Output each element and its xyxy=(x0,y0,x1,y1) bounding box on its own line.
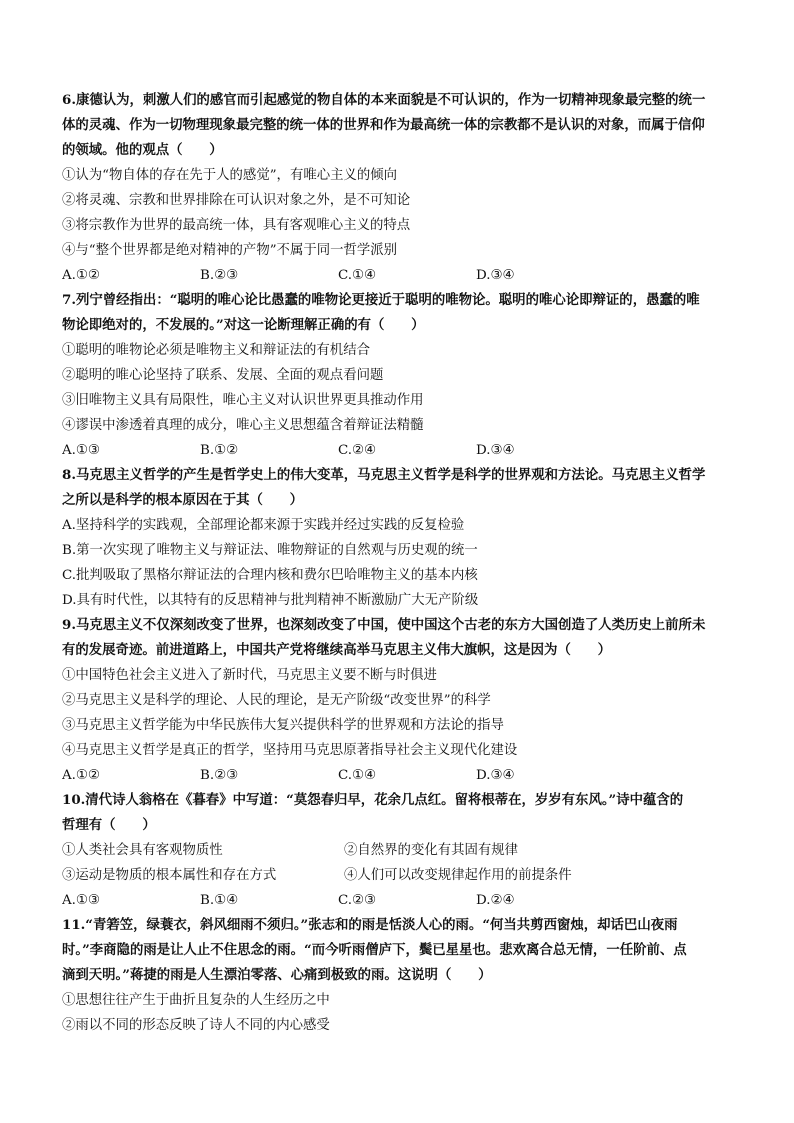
question-10 xyxy=(62,788,738,913)
statement-item: ②雨以不同的形态反映了诗人不同的内心感受 xyxy=(62,1018,330,1033)
option-b[interactable]: B.②③ xyxy=(200,268,239,283)
option-b[interactable]: B.①④ xyxy=(200,893,239,908)
statement-item: ④人们可以改变规律起作用的前提条件 xyxy=(344,868,572,883)
option-c[interactable]: C.①④ xyxy=(338,268,377,283)
question-stem-line: 物论即绝对的，不发展的。”对这一论断理解正确的有（ ） xyxy=(62,317,425,333)
question-8 xyxy=(62,463,738,613)
statement-item: ④与“整个世界都是绝对精神的产物”不属于同一哲学派别 xyxy=(62,243,398,258)
statement-item: ④谬误中渗透着真理的成分，唯心主义思想蕴含着辩证法精髓 xyxy=(62,418,424,433)
statement-item: ①聪明的唯物论必须是唯物主义和辩证法的有机结合 xyxy=(62,343,370,358)
question-stem-line: 8.马克思主义哲学的产生是哲学史上的伟大变革，马克思主义哲学是科学的世界观和方法论。马克思主义哲学 xyxy=(62,467,706,483)
option-a[interactable]: A.①③ xyxy=(62,443,100,458)
option-d[interactable]: D.③④ xyxy=(476,443,515,458)
option-b[interactable]: B.第一次实现了唯物主义与辩证法、唯物辩证的自然观与历史观的统一 xyxy=(62,543,478,558)
question-11 xyxy=(62,913,738,1038)
statement-item: ③旧唯物主义具有局限性，唯心主义对认识世界更具推动作用 xyxy=(62,393,424,408)
option-d[interactable]: D.具有时代性，以其特有的反思精神与批判精神不断激励广大无产阶级 xyxy=(62,593,479,608)
statement-row xyxy=(62,838,738,863)
question-stem-line: 时。”李商隐的雨是让人止不住思念的雨。“而今听雨僧庐下，鬓已星星也。悲欢离合总无情，一任阶前、点 xyxy=(62,942,687,958)
question-stem-line: 有的发展奇迹。前进道路上，中国共产党将继续高举马克思主义伟大旗帜，这是因为（ ） xyxy=(62,642,612,658)
question-stem-line: 6.康德认为，刺激人们的感官而引起感觉的物自体的本来面貌是不可认识的，作为一切精神现象最完整的统一 xyxy=(62,92,706,108)
option-d[interactable]: D.③④ xyxy=(476,268,515,283)
question-7 xyxy=(62,288,738,463)
answer-options xyxy=(62,763,738,788)
option-a[interactable]: A.①② xyxy=(62,268,100,283)
question-stem-line: 10.清代诗人翁格在《暮春》中写道：“莫怨春归早，花余几点红。留将根蒂在，岁岁有东风。”诗中蕴含的 xyxy=(62,792,684,808)
option-d[interactable]: D.③④ xyxy=(476,768,515,783)
statement-item: ②自然界的变化有其固有规律 xyxy=(344,843,519,858)
option-c[interactable]: C.批判吸取了黑格尔辩证法的合理内核和费尔巴哈唯物主义的基本内核 xyxy=(62,568,478,583)
statement-item: ③马克思主义哲学能为中华民族伟大复兴提供科学的世界观和方法论的指导 xyxy=(62,718,504,733)
question-stem-line: 7.列宁曾经指出：“聪明的唯心论比愚蠢的唯物论更接近于聪明的唯物论。聪明的唯心论即辩证的，愚蠢的唯 xyxy=(62,292,700,308)
option-a[interactable]: A.①③ xyxy=(62,893,100,908)
question-stem-line: 滴到天明。”蒋捷的雨是人生漂泊零落、心痛到极致的雨。这说明（ ） xyxy=(62,967,492,983)
answer-options xyxy=(62,263,738,288)
answer-options xyxy=(62,888,738,913)
question-stem-line: 11.“青箬笠，绿蓑衣，斜风细雨不须归。”张志和的雨是恬淡人心的雨。“何当共剪西窗烛，却话巴山夜雨 xyxy=(62,917,678,933)
question-stem-line: 9.马克思主义不仅深刻改变了世界，也深刻改变了中国，使中国这个古老的东方大国创造了人类历史上前所未 xyxy=(62,617,706,633)
statement-item: ③将宗教作为世界的最高统一体，具有客观唯心主义的特点 xyxy=(62,218,411,233)
statement-item: ②将灵魂、宗教和世界排除在可认识对象之外，是不可知论 xyxy=(62,193,411,208)
option-b[interactable]: B.②③ xyxy=(200,768,239,783)
option-c[interactable]: C.②③ xyxy=(338,893,377,908)
option-c[interactable]: C.①④ xyxy=(338,768,377,783)
statement-item: ③运动是物质的根本属性和存在方式 xyxy=(62,868,277,883)
option-b[interactable]: B.①② xyxy=(200,443,239,458)
statement-row xyxy=(62,863,738,888)
question-stem-line: 之所以是科学的根本原因在于其（ ） xyxy=(62,492,304,508)
statement-item: ②聪明的唯心论坚持了联系、发展、全面的观点看问题 xyxy=(62,368,384,383)
question-stem-line: 的领域。他的观点（ ） xyxy=(62,142,223,158)
statement-item: ①中国特色社会主义进入了新时代，马克思主义要不断与时俱进 xyxy=(62,668,437,683)
question-stem-line: 体的灵魂、作为一切物理现象最完整的统一体的世界和作为最高统一体的宗教都不是认识的对象，而属于信仰 xyxy=(62,117,705,133)
answer-options xyxy=(62,438,738,463)
question-stem-line: 哲理有（ ） xyxy=(62,817,156,833)
statement-item: ④马克思主义哲学是真正的哲学，坚持用马克思原著指导社会主义现代化建设 xyxy=(62,743,518,758)
statement-item: ①认为“物自体的存在先于人的感觉”，有唯心主义的倾向 xyxy=(62,168,398,183)
question-9 xyxy=(62,613,738,788)
statement-item: ②马克思主义是科学的理论、人民的理论，是无产阶级“改变世界”的科学 xyxy=(62,693,491,708)
option-d[interactable]: D.②④ xyxy=(476,893,515,908)
statement-item: ①人类社会具有客观物质性 xyxy=(62,843,223,858)
option-c[interactable]: C.②④ xyxy=(338,443,377,458)
option-a[interactable]: A.坚持科学的实践观，全部理论都来源于实践并经过实践的反复检验 xyxy=(62,518,465,533)
exam-page xyxy=(62,88,738,1038)
option-a[interactable]: A.①② xyxy=(62,768,100,783)
statement-item: ①思想往往产生于曲折且复杂的人生经历之中 xyxy=(62,993,330,1008)
question-6 xyxy=(62,88,738,288)
